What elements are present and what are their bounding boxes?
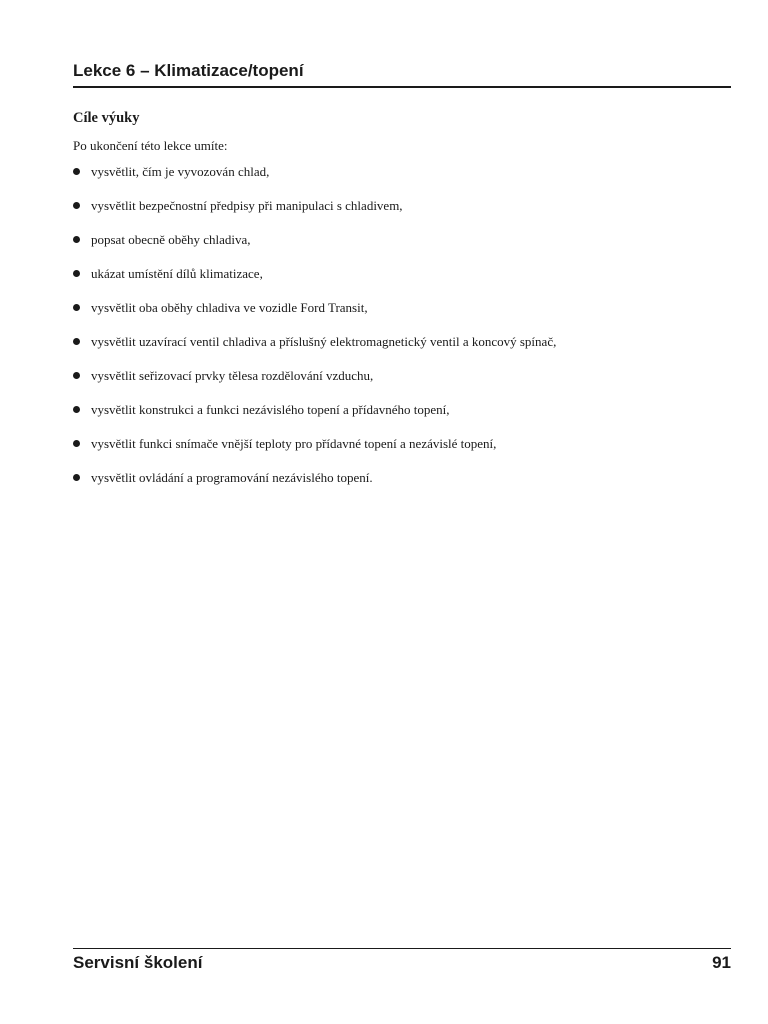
list-item-text: vysvětlit funkci snímače vnější teploty pro přídavné topení a nezávislé topení, <box>91 436 497 451</box>
list-item-text: vysvětlit konstrukci a funkci nezávislého topení a přídavného topení, <box>91 402 450 417</box>
list-item-text: ukázat umístění dílů klimatizace, <box>91 266 263 281</box>
list-item-text: vysvětlit bezpečnostní předpisy při manipulaci s chladivem, <box>91 198 403 213</box>
page-header <box>73 60 731 88</box>
bullet-icon <box>73 168 80 175</box>
page-number: 91 <box>712 953 731 972</box>
list-item-text: vysvětlit seřizovací prvky tělesa rozdělování vzduchu, <box>91 368 374 383</box>
page-title: Lekce 6 – Klimatizace/topení <box>73 61 304 80</box>
list-item <box>73 299 731 333</box>
intro-text: Po ukončení této lekce umíte: <box>73 138 228 153</box>
bullet-icon <box>73 338 80 345</box>
list-item-text: vysvětlit ovládání a programování nezávislého topení. <box>91 470 373 485</box>
list-item <box>73 435 731 469</box>
list-item <box>73 197 731 231</box>
bullet-icon <box>73 202 80 209</box>
list-item <box>73 163 731 197</box>
list-item <box>73 401 731 435</box>
list-item <box>73 231 731 265</box>
bullet-icon <box>73 304 80 311</box>
objectives-list <box>73 163 731 503</box>
list-item <box>73 265 731 299</box>
footer-title: Servisní školení <box>73 953 203 972</box>
bullet-icon <box>73 474 80 481</box>
list-item <box>73 333 731 367</box>
list-item <box>73 367 731 401</box>
list-item-text: vysvětlit, čím je vyvozován chlad, <box>91 164 270 179</box>
bullet-icon <box>73 372 80 379</box>
bullet-icon <box>73 236 80 243</box>
list-item <box>73 469 731 503</box>
main-content <box>73 108 731 503</box>
bullet-icon <box>73 440 80 447</box>
bullet-icon <box>73 270 80 277</box>
list-item-text: popsat obecně oběhy chladiva, <box>91 232 251 247</box>
page-footer <box>73 948 731 976</box>
section-title: Cíle výuky <box>73 110 140 126</box>
bullet-icon <box>73 406 80 413</box>
list-item-text: vysvětlit oba oběhy chladiva ve vozidle Ford Transit, <box>91 300 368 315</box>
list-item-text: vysvětlit uzavírací ventil chladiva a příslušný elektromagnetický ventil a koncový spínač, <box>91 334 557 349</box>
